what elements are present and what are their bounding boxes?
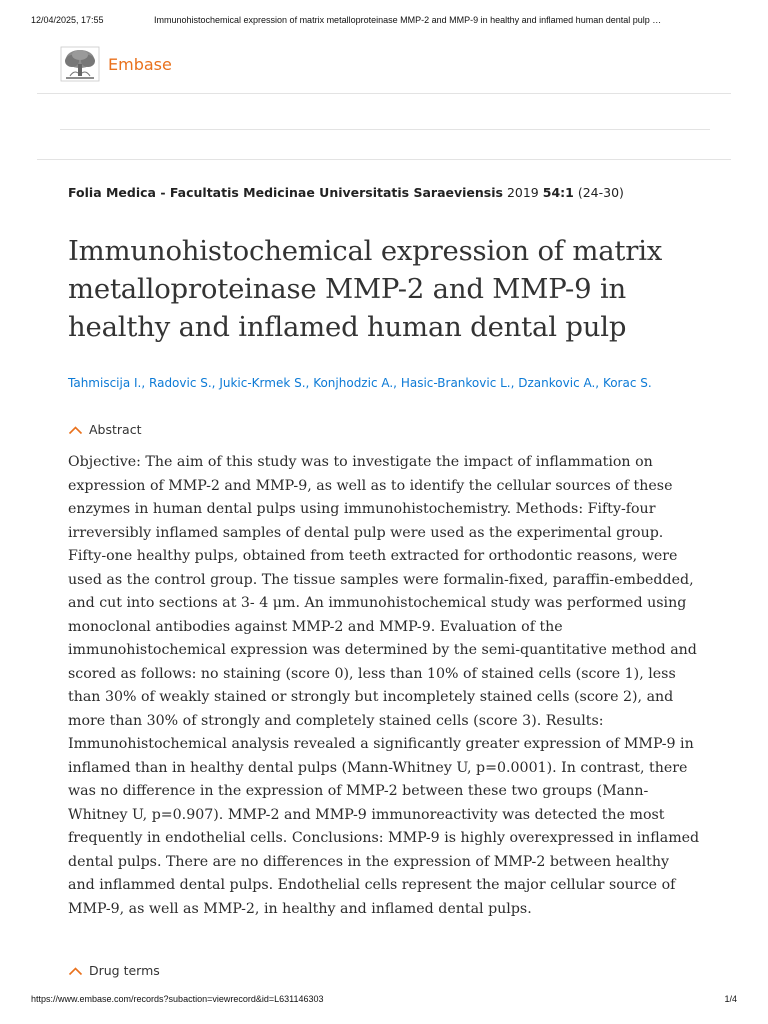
author-link[interactable]: Hasic-Brankovic L.,	[400, 376, 515, 390]
author-list	[68, 373, 700, 393]
print-datetime: 12/04/2025, 17:55	[31, 15, 104, 25]
print-header	[31, 15, 737, 29]
author-link[interactable]: Jukic-Krmek S.,	[219, 376, 310, 390]
print-footer	[31, 994, 737, 1006]
journal-name: Folia Medica - Facultatis Medicinae Universitatis Saraeviensis	[68, 185, 503, 200]
author-link[interactable]: Tahmiscija I.,	[68, 376, 146, 390]
print-url: https://www.embase.com/records?subaction=viewrecord&id=L631146303	[31, 994, 324, 1004]
record-content	[68, 184, 700, 921]
content-divider	[37, 159, 731, 160]
header-divider	[37, 93, 731, 94]
drug-terms-label: Drug terms	[89, 963, 160, 978]
drug-terms-toggle[interactable]	[68, 963, 160, 978]
volume-issue: 54:1	[542, 185, 574, 200]
author-link[interactable]: Korac S.	[602, 376, 652, 390]
page-range: (24-30)	[577, 185, 624, 200]
abstract-toggle[interactable]	[68, 422, 700, 437]
author-link[interactable]: Konjhodzic A.,	[313, 376, 397, 390]
brand-name: Embase	[108, 54, 172, 74]
author-link[interactable]: Dzankovic A.,	[518, 376, 600, 390]
publication-year: 2019	[506, 185, 539, 200]
source-citation	[68, 184, 700, 202]
abstract-text: Objective: The aim of this study was to investigate the impact of inflammation on expression of MMP-2 and MMP-9, as well as to identify the cellular sources of these enzymes in human dental pulps using immunohistochemistry. Methods: Fifty-four irreversibly inflamed samples of dental pulp were used as the experimental group. Fifty-one healthy pulps, obtained from teeth extracted for orthodontic reasons, were used as the control group. The tissue samples were formalin-fixed, paraffin-embedded, and cut into sections at 3- 4 μm. An immunohistochemical study was performed using monoclonal antibodies against MMP-2 and MMP-9. Evaluation of the immunohistochemical expression was determined by the semi-quantitative method and scored as follows: no staining (score 0), less than 10% of stained cells (score 1), less than 30% of weakly stained or strongly but incompletely stained cells (score 2), and more than 30% of strongly and completely stained cells (score 3). Results: Immunohistochemical analysis revealed a significantly greater expression of MMP-9 in inflamed than in healthy dental pulps (Mann-Whitney U, p=0.0001). In contrast, there was no difference in the expression of MMP-2 between these two groups (Mann-Whitney U, p=0.907). MMP-2 and MMP-9 immunoreactivity was detected the most frequently in endothelial cells. Conclusions: MMP-9 is highly overexpressed in inflamed dental pulps. There are no differences in the expression of MMP-2 between healthy and inflammed dental pulps. Endothelial cells represent the major cellular source of MMP-9, as well as MMP-2, in healthy and inflamed dental pulps.	[68, 454, 700, 917]
toolbar-divider	[60, 129, 710, 130]
author-link[interactable]: Radovic S.,	[149, 376, 216, 390]
abstract-label: Abstract	[89, 422, 142, 437]
chevron-up-icon	[68, 966, 83, 976]
chevron-up-icon	[68, 425, 83, 435]
article-title: Immunohistochemical expression of matrix metalloproteinase MMP-2 and MMP-9 in healthy and inflamed human dental pulp	[68, 235, 663, 343]
print-document-title: Immunohistochemical expression of matrix metalloproteinase MMP-2 and MMP-9 in healthy and inflamed human dental pulp …	[154, 15, 662, 25]
embase-brand[interactable]	[60, 45, 172, 83]
elsevier-tree-icon	[60, 46, 100, 82]
print-page-number: 1/4	[724, 994, 737, 1004]
